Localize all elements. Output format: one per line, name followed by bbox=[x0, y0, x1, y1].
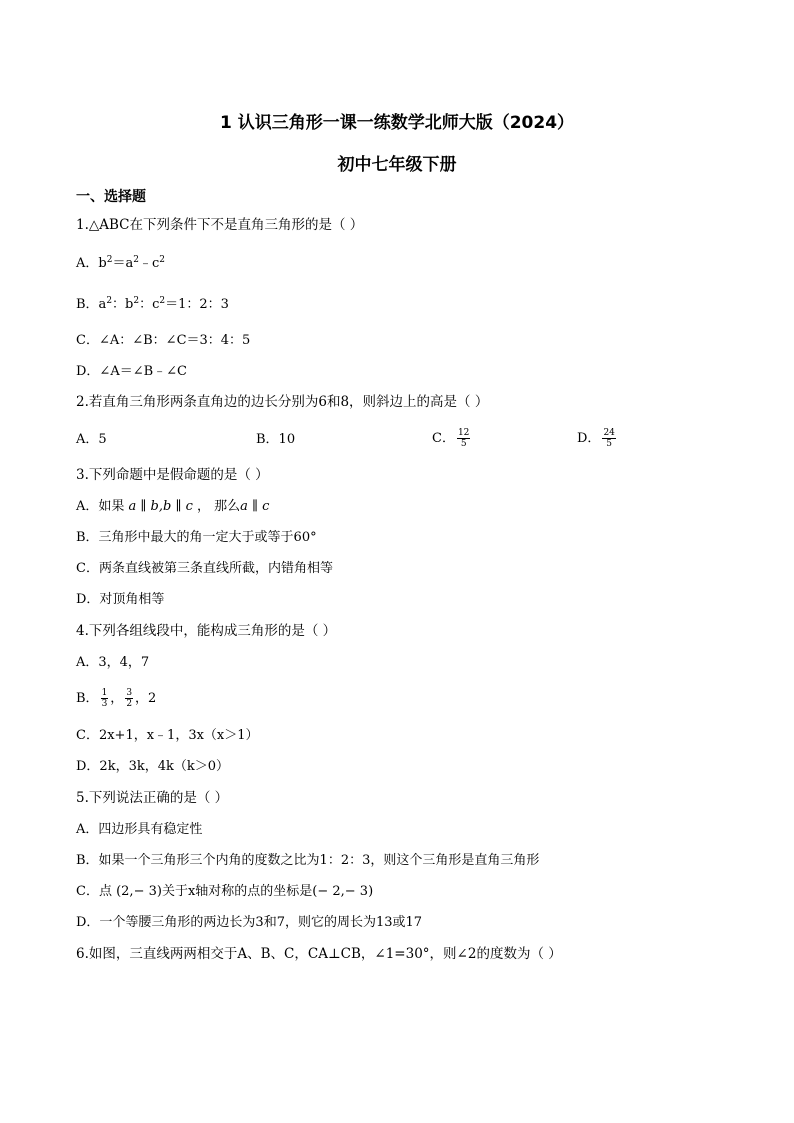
document-subtitle: 初中七年级下册 bbox=[337, 155, 457, 175]
denominator: 5 bbox=[606, 439, 613, 449]
question-4-option-b bbox=[76, 688, 156, 709]
question-1-option-a bbox=[76, 255, 165, 273]
q5-c-prefix: C．点 bbox=[76, 884, 117, 899]
denominator: 2 bbox=[126, 699, 133, 709]
question-4-stem: 4.下列各组线段中，能构成三角形的是（ ） bbox=[76, 623, 337, 639]
question-3-stem: 3.下列命题中是假命题的是（ ） bbox=[76, 467, 269, 483]
numerator: 3 bbox=[126, 688, 133, 698]
fraction bbox=[457, 428, 470, 449]
question-3-option-b: B．三角形中最大的角一定大于或等于60° bbox=[76, 530, 317, 545]
question-3-option-a bbox=[76, 498, 269, 516]
question-5-option-a: A．四边形具有稳定性 bbox=[76, 822, 203, 837]
question-6-stem: 6.如图，三直线两两相交于A、B、C，CA⊥CB，∠1=30°，则∠2的度数为（ ） bbox=[76, 946, 562, 962]
q4-b-prefix: B． bbox=[76, 691, 99, 706]
numerator: 12 bbox=[457, 428, 470, 438]
question-2-option-a: A．5 bbox=[76, 432, 107, 447]
superscript: 2 bbox=[106, 255, 113, 265]
question-1-stem: 1.△ABC在下列条件下不是直角三角形的是（ ） bbox=[76, 217, 364, 233]
denominator: 5 bbox=[460, 439, 467, 449]
q2-d-prefix: D． bbox=[577, 431, 601, 446]
q1-b-mid2: ：c bbox=[139, 297, 160, 312]
q4-b-sep: ， bbox=[110, 691, 124, 706]
question-4-option-a: A．3，4，7 bbox=[76, 655, 150, 670]
question-2-option-c bbox=[432, 428, 472, 449]
question-5-option-c bbox=[76, 883, 373, 901]
fraction bbox=[125, 688, 133, 709]
question-3-option-c: C．两条直线被第三条直线所截，内错角相等 bbox=[76, 561, 333, 576]
question-2-option-d bbox=[577, 428, 618, 449]
q1-b-mid1: ：b bbox=[112, 297, 134, 312]
q1-b-prefix: B．a bbox=[76, 297, 107, 312]
q5-c-point2: (− 2,− 3) bbox=[312, 884, 374, 899]
superscript: 2 bbox=[133, 296, 140, 306]
denominator: 3 bbox=[101, 699, 108, 709]
numerator: 24 bbox=[603, 428, 615, 438]
question-5-option-d: D．一个等腰三角形的两边长为3和7，则它的周长为13或17 bbox=[76, 915, 423, 930]
q5-c-mid: 关于x轴对称的点的坐标是 bbox=[161, 884, 313, 899]
document-title: 1 认识三角形一课一练数学北师大版（2024） bbox=[219, 113, 575, 133]
q3-a-prefix: A．如果 bbox=[76, 499, 129, 514]
question-3-option-d: D．对顶角相等 bbox=[76, 592, 165, 607]
question-2-option-b: B．10 bbox=[256, 432, 296, 447]
question-1-option-c: C．∠A：∠B：∠C＝3：4：5 bbox=[76, 333, 251, 348]
superscript: 2 bbox=[159, 296, 166, 306]
fraction bbox=[602, 428, 615, 449]
section-title: 一、选择题 bbox=[76, 189, 146, 205]
q1-a-mid1: ＝a bbox=[112, 256, 134, 271]
q1-a-mid2: ﹣c bbox=[138, 256, 160, 271]
question-4-option-c: C．2x+1，x﹣1，3x（x＞1） bbox=[76, 728, 259, 743]
fraction bbox=[101, 688, 109, 709]
superscript: 2 bbox=[106, 296, 113, 306]
q3-a-mid: ， 那么 bbox=[192, 499, 241, 514]
question-5-stem: 5.下列说法正确的是（ ） bbox=[76, 790, 229, 806]
superscript: 2 bbox=[133, 255, 139, 265]
question-5-option-b: B．如果一个三角形三个内角的度数之比为1：2：3，则这个三角形是直角三角形 bbox=[76, 853, 540, 868]
numerator: 1 bbox=[101, 688, 108, 698]
q4-b-tail: ，2 bbox=[135, 691, 157, 706]
q1-a-prefix: A．b bbox=[76, 256, 107, 271]
question-4-option-d: D．2k，3k，4k（k＞0） bbox=[76, 759, 230, 774]
q5-c-point: (2,− 3) bbox=[116, 884, 162, 899]
superscript: 2 bbox=[159, 255, 165, 265]
q3-a-math2: a ∥ c bbox=[240, 499, 270, 514]
q1-b-tail: ＝1：2：3 bbox=[165, 297, 229, 312]
question-1-option-b bbox=[76, 296, 229, 314]
q3-a-math: a ∥ b,b ∥ c bbox=[128, 499, 193, 514]
question-1-option-d: D．∠A＝∠B﹣∠C bbox=[76, 364, 187, 379]
question-2-stem: 2.若直角三角形两条直角边的边长分别为6和8，则斜边上的高是（ ） bbox=[76, 394, 489, 410]
q2-c-prefix: C． bbox=[432, 431, 455, 446]
